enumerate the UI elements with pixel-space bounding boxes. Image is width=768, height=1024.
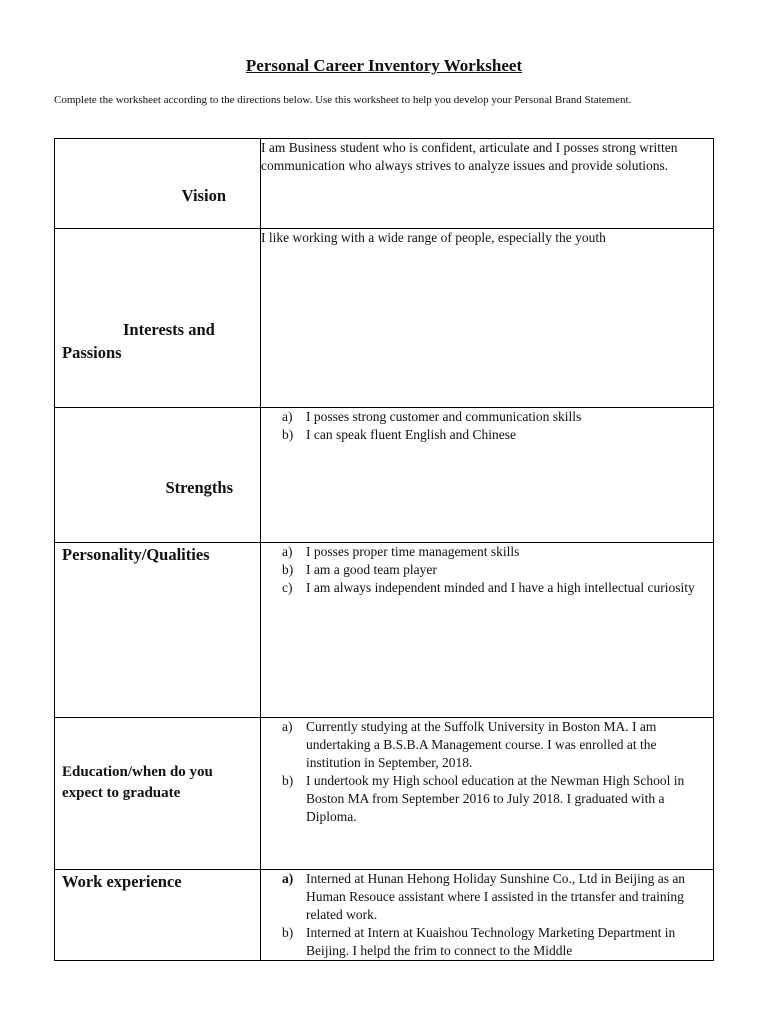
list-item-text: I am always independent minded and I have a high intellectual curiosity [306, 580, 695, 595]
table-row-personality [55, 543, 714, 718]
list-marker: b) [282, 773, 294, 788]
list-marker: a) [282, 719, 293, 734]
table-row-vision [55, 139, 714, 229]
interests-label-cell [55, 229, 261, 408]
work-content-clip [261, 870, 713, 959]
table-row-interests [55, 229, 714, 408]
work-list [261, 870, 713, 959]
list-item [261, 718, 713, 772]
interests-content [261, 229, 714, 408]
vision-text: I am Business student who is confident, articulate and I posses strong written communication who always strives to analyze issues and provide solutions. [261, 140, 678, 173]
vision-label: Vision [181, 186, 226, 205]
vision-label-cell [55, 139, 261, 229]
intro-paragraph: Complete the worksheet according to the directions below. Use this worksheet to help you develop your Personal Brand Statement. [54, 94, 632, 106]
list-item [261, 772, 713, 826]
list-item-text: Interned at Hunan Hehong Holiday Sunshine Co., Ltd in Beijing as an Human Resouce assistant where I assisted in the trtansfer and training related work. [306, 871, 686, 922]
list-item-text: Currently studying at the Suffolk University in Boston MA. I am undertaking a B.S.B.A Management course. I was enrolled at the institution in September, 2018. [306, 719, 657, 770]
list-marker: a) [282, 871, 294, 886]
personality-label: Personality/Qualities [62, 545, 210, 564]
work-label: Work experience [62, 872, 182, 891]
table-row-strengths [55, 408, 714, 543]
strengths-list [261, 408, 713, 444]
education-label: Education/when do you expect to graduate [62, 764, 213, 801]
work-label-cell [55, 870, 261, 961]
table-row-work [55, 870, 714, 961]
list-marker: b) [282, 562, 294, 577]
strengths-label-cell [55, 408, 261, 543]
strengths-label: Strengths [165, 478, 233, 497]
list-marker: b) [282, 925, 294, 940]
education-label-cell [55, 718, 261, 870]
list-marker: b) [282, 427, 294, 442]
list-marker: c) [282, 580, 293, 595]
interests-text: I like working with a wide range of people, especially the youth [261, 230, 606, 245]
list-item-text: I am a good team player [306, 562, 437, 577]
list-item [261, 561, 713, 579]
list-item [261, 408, 713, 426]
education-list [261, 718, 713, 826]
list-marker: a) [282, 409, 293, 424]
table-row-education [55, 718, 714, 870]
list-item-text: I posses strong customer and communication skills [306, 409, 582, 424]
education-content [261, 718, 714, 870]
list-item [261, 543, 713, 561]
list-item-text: I can speak fluent English and Chinese [306, 427, 516, 442]
personality-content [261, 543, 714, 718]
list-item-text: Interned at Intern at Kuaishou Technology Marketing Department in Beijing. I helpd the frim to connect to the Middle [306, 925, 676, 958]
list-marker: a) [282, 544, 293, 559]
interests-label-line1: Interests and [123, 320, 215, 339]
interests-label-line2: Passions [62, 343, 122, 362]
list-item-text: I undertook my High school education at the Newman High School in Boston MA from September 2016 to July 2018. I graduated with a Diploma. [306, 773, 685, 824]
list-item [261, 579, 713, 597]
personality-label-cell [55, 543, 261, 718]
list-item [261, 924, 713, 959]
career-inventory-table [54, 138, 714, 961]
work-content [261, 870, 714, 961]
list-item-text: I posses proper time management skills [306, 544, 520, 559]
worksheet-title: Personal Career Inventory Worksheet [245, 56, 523, 75]
list-item [261, 870, 713, 924]
vision-content [261, 139, 714, 229]
strengths-content [261, 408, 714, 543]
personality-list [261, 543, 713, 597]
list-item [261, 426, 713, 444]
